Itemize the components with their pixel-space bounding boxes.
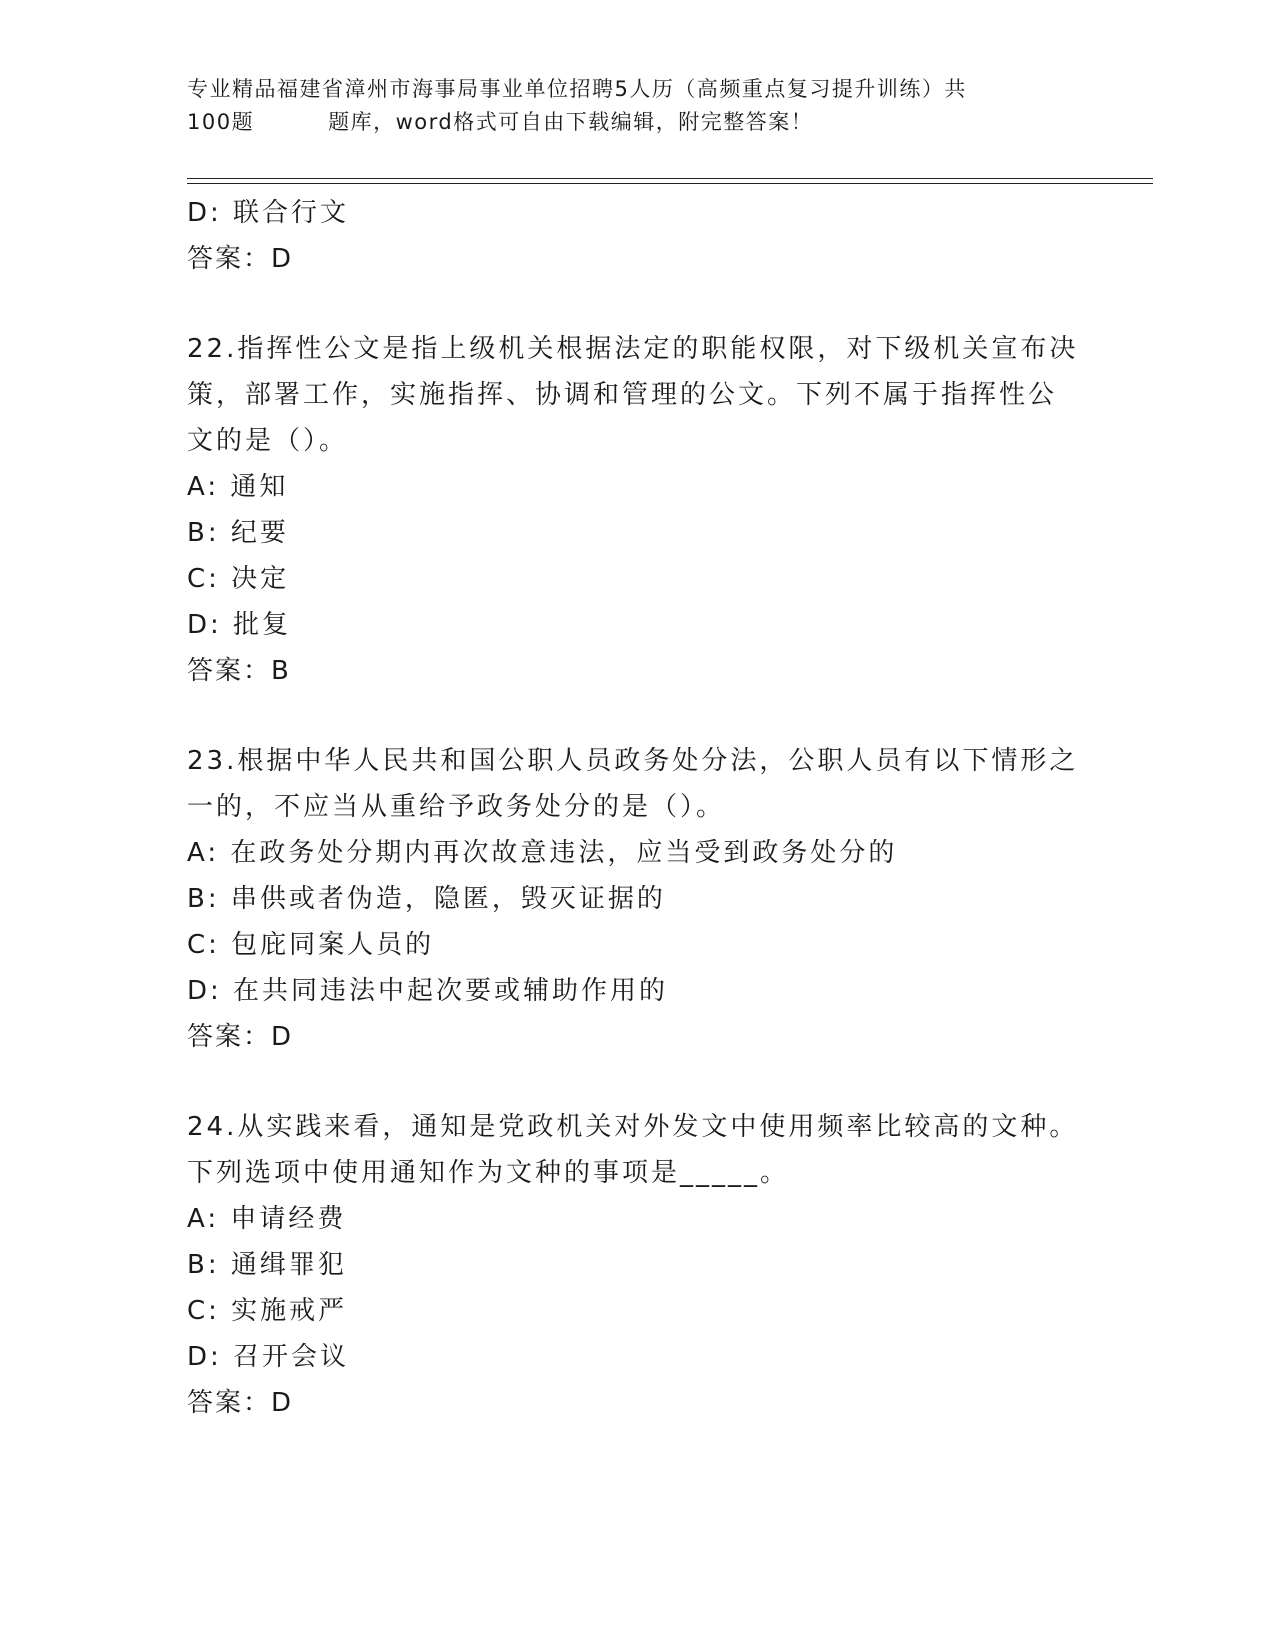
question-24-option-c: C: 实施戒严 [187, 1296, 348, 1326]
question-24-option-a: A: 申请经费 [187, 1204, 347, 1234]
question-22-line-2: 策，部署工作，实施指挥、协调和管理的公文。下列不属于指挥性公 [187, 380, 1058, 410]
question-23-option-c: C: 包庇同案人员的 [187, 930, 435, 960]
header-count: 100题 [187, 110, 255, 134]
prev-answer: 答案：D [187, 244, 294, 274]
question-24 [187, 1104, 1087, 1426]
question-22-line-3: 文的是（）。 [187, 426, 349, 456]
header-line-2 [187, 106, 1067, 139]
question-23 [187, 738, 1087, 1060]
question-24-answer: 答案：D [187, 1388, 294, 1418]
question-list [187, 190, 1087, 1426]
question-24-line-1: 24.从实践来看，通知是党政机关对外发文中使用频率比较高的文种。 [187, 1112, 1079, 1142]
question-23-option-a: A: 在政务处分期内再次故意违法，应当受到政务处分的 [187, 838, 898, 868]
question-23-line-2: 一的，不应当从重给予政务处分的是（）。 [187, 792, 726, 822]
question-23-option-b: B: 串供或者伪造，隐匿，毁灭证据的 [187, 884, 666, 914]
question-24-option-d: D: 召开会议 [187, 1342, 350, 1372]
question-22 [187, 326, 1087, 694]
question-22-option-c: C: 决定 [187, 564, 290, 594]
header-divider-top [187, 178, 1153, 179]
header-divider-bottom [187, 183, 1153, 184]
prev-option-d: D: 联合行文 [187, 198, 350, 228]
question-23-option-d: D: 在共同违法中起次要或辅助作用的 [187, 976, 669, 1006]
question-24-line-2: 下列选项中使用通知作为文种的事项是_____。 [187, 1158, 790, 1188]
page-header [187, 73, 1067, 139]
question-22-option-a: A: 通知 [187, 472, 289, 502]
header-line-1: 专业精品福建省漳州市海事局事业单位招聘5人历（高频重点复习提升训练）共 [187, 77, 967, 101]
question-23-line-1: 23.根据中华人民共和国公职人员政务处分法，公职人员有以下情形之 [187, 746, 1079, 776]
question-24-option-b: B: 通缉罪犯 [187, 1250, 347, 1280]
question-22-option-d: D: 批复 [187, 610, 292, 640]
question-22-line-1: 22.指挥性公文是指上级机关根据法定的职能权限，对下级机关宣布决 [187, 334, 1079, 364]
question-22-answer: 答案：B [187, 656, 291, 686]
header-description: 题库，word格式可自由下载编辑，附完整答案！ [328, 110, 814, 134]
question-22-option-b: B: 纪要 [187, 518, 289, 548]
question-23-answer: 答案：D [187, 1022, 294, 1052]
